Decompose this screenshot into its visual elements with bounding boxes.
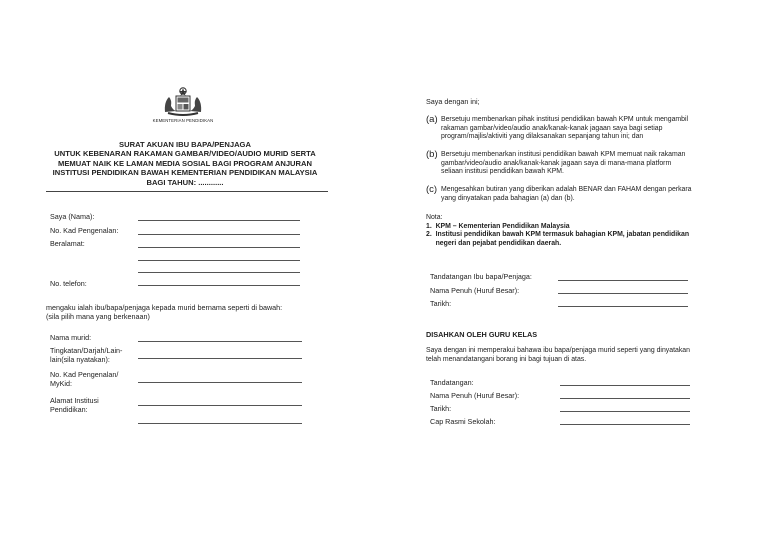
- intro-line: (sila pilih mana yang berkenaan): [46, 312, 150, 321]
- teacher-sign-label: Tandatangan:: [430, 378, 474, 387]
- student-label-institution: Alamat Institusi Pendidikan:: [50, 396, 99, 414]
- title-line: MEMUAT NAIK KE LAMAN MEDIA SOSIAL BAGI PROGRAM ANJURAN: [58, 158, 312, 168]
- point-a-text: Bersetuju membenarkan pihak institusi pendidikan bawah KPM untuk mengambil rakaman gambar/video/audio anak/kanak-kanak jagaan saya bagi setiap program/majlis/aktiviti yang dilaksanakan sepanjang tahun ini; dan: [441, 116, 689, 141]
- point-b-text: Bersetuju membenarkan institusi pendidikan bawah KPM memuat naik rakaman gambar/video/audio anak/kanak-kanak jagaan saya di mana-mana platform seliaan institusi pendidikan bawah KPM.: [441, 151, 686, 176]
- nota-title: Nota:: [426, 214, 443, 221]
- school-stamp-line[interactable]: [560, 424, 690, 425]
- teacher-date-label: Tarikh:: [430, 404, 452, 413]
- student-line-class[interactable]: [138, 358, 302, 359]
- field-line-address-3[interactable]: [138, 272, 300, 273]
- nota-line: negeri dan pejabat pendidikan daerah.: [426, 239, 562, 247]
- field-line-ic[interactable]: [138, 234, 300, 235]
- field-line-name[interactable]: [138, 220, 300, 221]
- crest-caption: KEMENTERIAN PENDIDIKAN: [152, 118, 214, 123]
- point-b-letter: (b): [426, 149, 438, 160]
- student-label-class: Tingkatan/Darjah/Lain- lain(sila nyatakan):: [50, 346, 123, 364]
- form-title: [40, 140, 330, 187]
- right-page: [384, 0, 768, 543]
- nota-line: 2. Institusi pendidikan bawah KPM termasuk bahagian KPM, jabatan pendidikan: [426, 231, 690, 239]
- field-line-address-2[interactable]: [138, 260, 300, 261]
- title-line: UNTUK KEBENARAN RAKAMAN GAMBAR/VIDEO/AUDIO MURID SERTA: [54, 149, 316, 159]
- field-line-phone[interactable]: [138, 285, 300, 286]
- student-line-ic[interactable]: [138, 382, 302, 383]
- title-line: INSTITUSI PENDIDIKAN BAWAH KEMENTERIAN PENDIDIKAN MALAYSIA: [52, 168, 318, 178]
- student-label-ic: No. Kad Pengenalan/ MyKid:: [50, 370, 119, 388]
- field-label-name: Saya (Nama):: [50, 212, 95, 221]
- intro-line: mengaku ialah ibu/bapa/penjaga kepada murid bernama seperti di bawah:: [46, 303, 283, 312]
- title-line: SURAT AKUAN IBU BAPA/PENJAGA: [119, 140, 251, 149]
- student-line-institution-1[interactable]: [138, 405, 302, 406]
- teacher-sign-line[interactable]: [560, 385, 690, 386]
- parent-sign-label: Tandatangan Ibu bapa/Penjaga:: [430, 272, 532, 281]
- parent-name-label: Nama Penuh (Huruf Besar):: [430, 286, 520, 295]
- point-c-letter: (c): [426, 184, 438, 195]
- field-label-ic: No. Kad Pengenalan:: [50, 226, 119, 235]
- field-line-address-1[interactable]: [138, 247, 300, 248]
- title-line: BAGI TAHUN: ............: [146, 177, 224, 187]
- point-c-text: Mengesahkan butiran yang diberikan adalah BENAR dan FAHAM dengan perkara yang dinyatakan pada bahagian (a) dan (b).: [441, 186, 692, 202]
- point-a-letter: (a): [426, 114, 438, 125]
- title-divider: [46, 191, 328, 192]
- parent-sign-line[interactable]: [558, 280, 688, 281]
- parent-date-label: Tarikh:: [430, 299, 452, 308]
- student-line-name[interactable]: [138, 341, 302, 342]
- teacher-name-label: Nama Penuh (Huruf Besar):: [430, 391, 520, 400]
- nota-block: [426, 214, 726, 248]
- opening-text: Saya dengan ini;: [426, 97, 480, 106]
- teacher-date-line[interactable]: [560, 411, 690, 412]
- parent-name-line[interactable]: [558, 293, 688, 294]
- intro-text: [46, 303, 336, 321]
- teacher-name-line[interactable]: [560, 398, 690, 399]
- parent-date-line[interactable]: [558, 306, 688, 307]
- student-line-institution-2[interactable]: [138, 423, 302, 424]
- field-label-address: Beralamat:: [50, 239, 85, 248]
- teacher-section-title: DISAHKAN OLEH GURU KELAS: [426, 330, 538, 339]
- field-label-phone: No. telefon:: [50, 279, 87, 288]
- malaysia-crest-logo: [160, 86, 206, 118]
- nota-line: 1. KPM – Kementerian Pendidikan Malaysia: [426, 222, 570, 230]
- school-stamp-label: Cap Rasmi Sekolah:: [430, 417, 496, 426]
- teacher-text: Saya dengan ini memperakui bahawa ibu bapa/penjaga murid seperti yang dinyatakan telah menandatangani borang ini bagi tujuan di atas.: [426, 347, 690, 363]
- student-label-name: Nama murid:: [50, 333, 92, 342]
